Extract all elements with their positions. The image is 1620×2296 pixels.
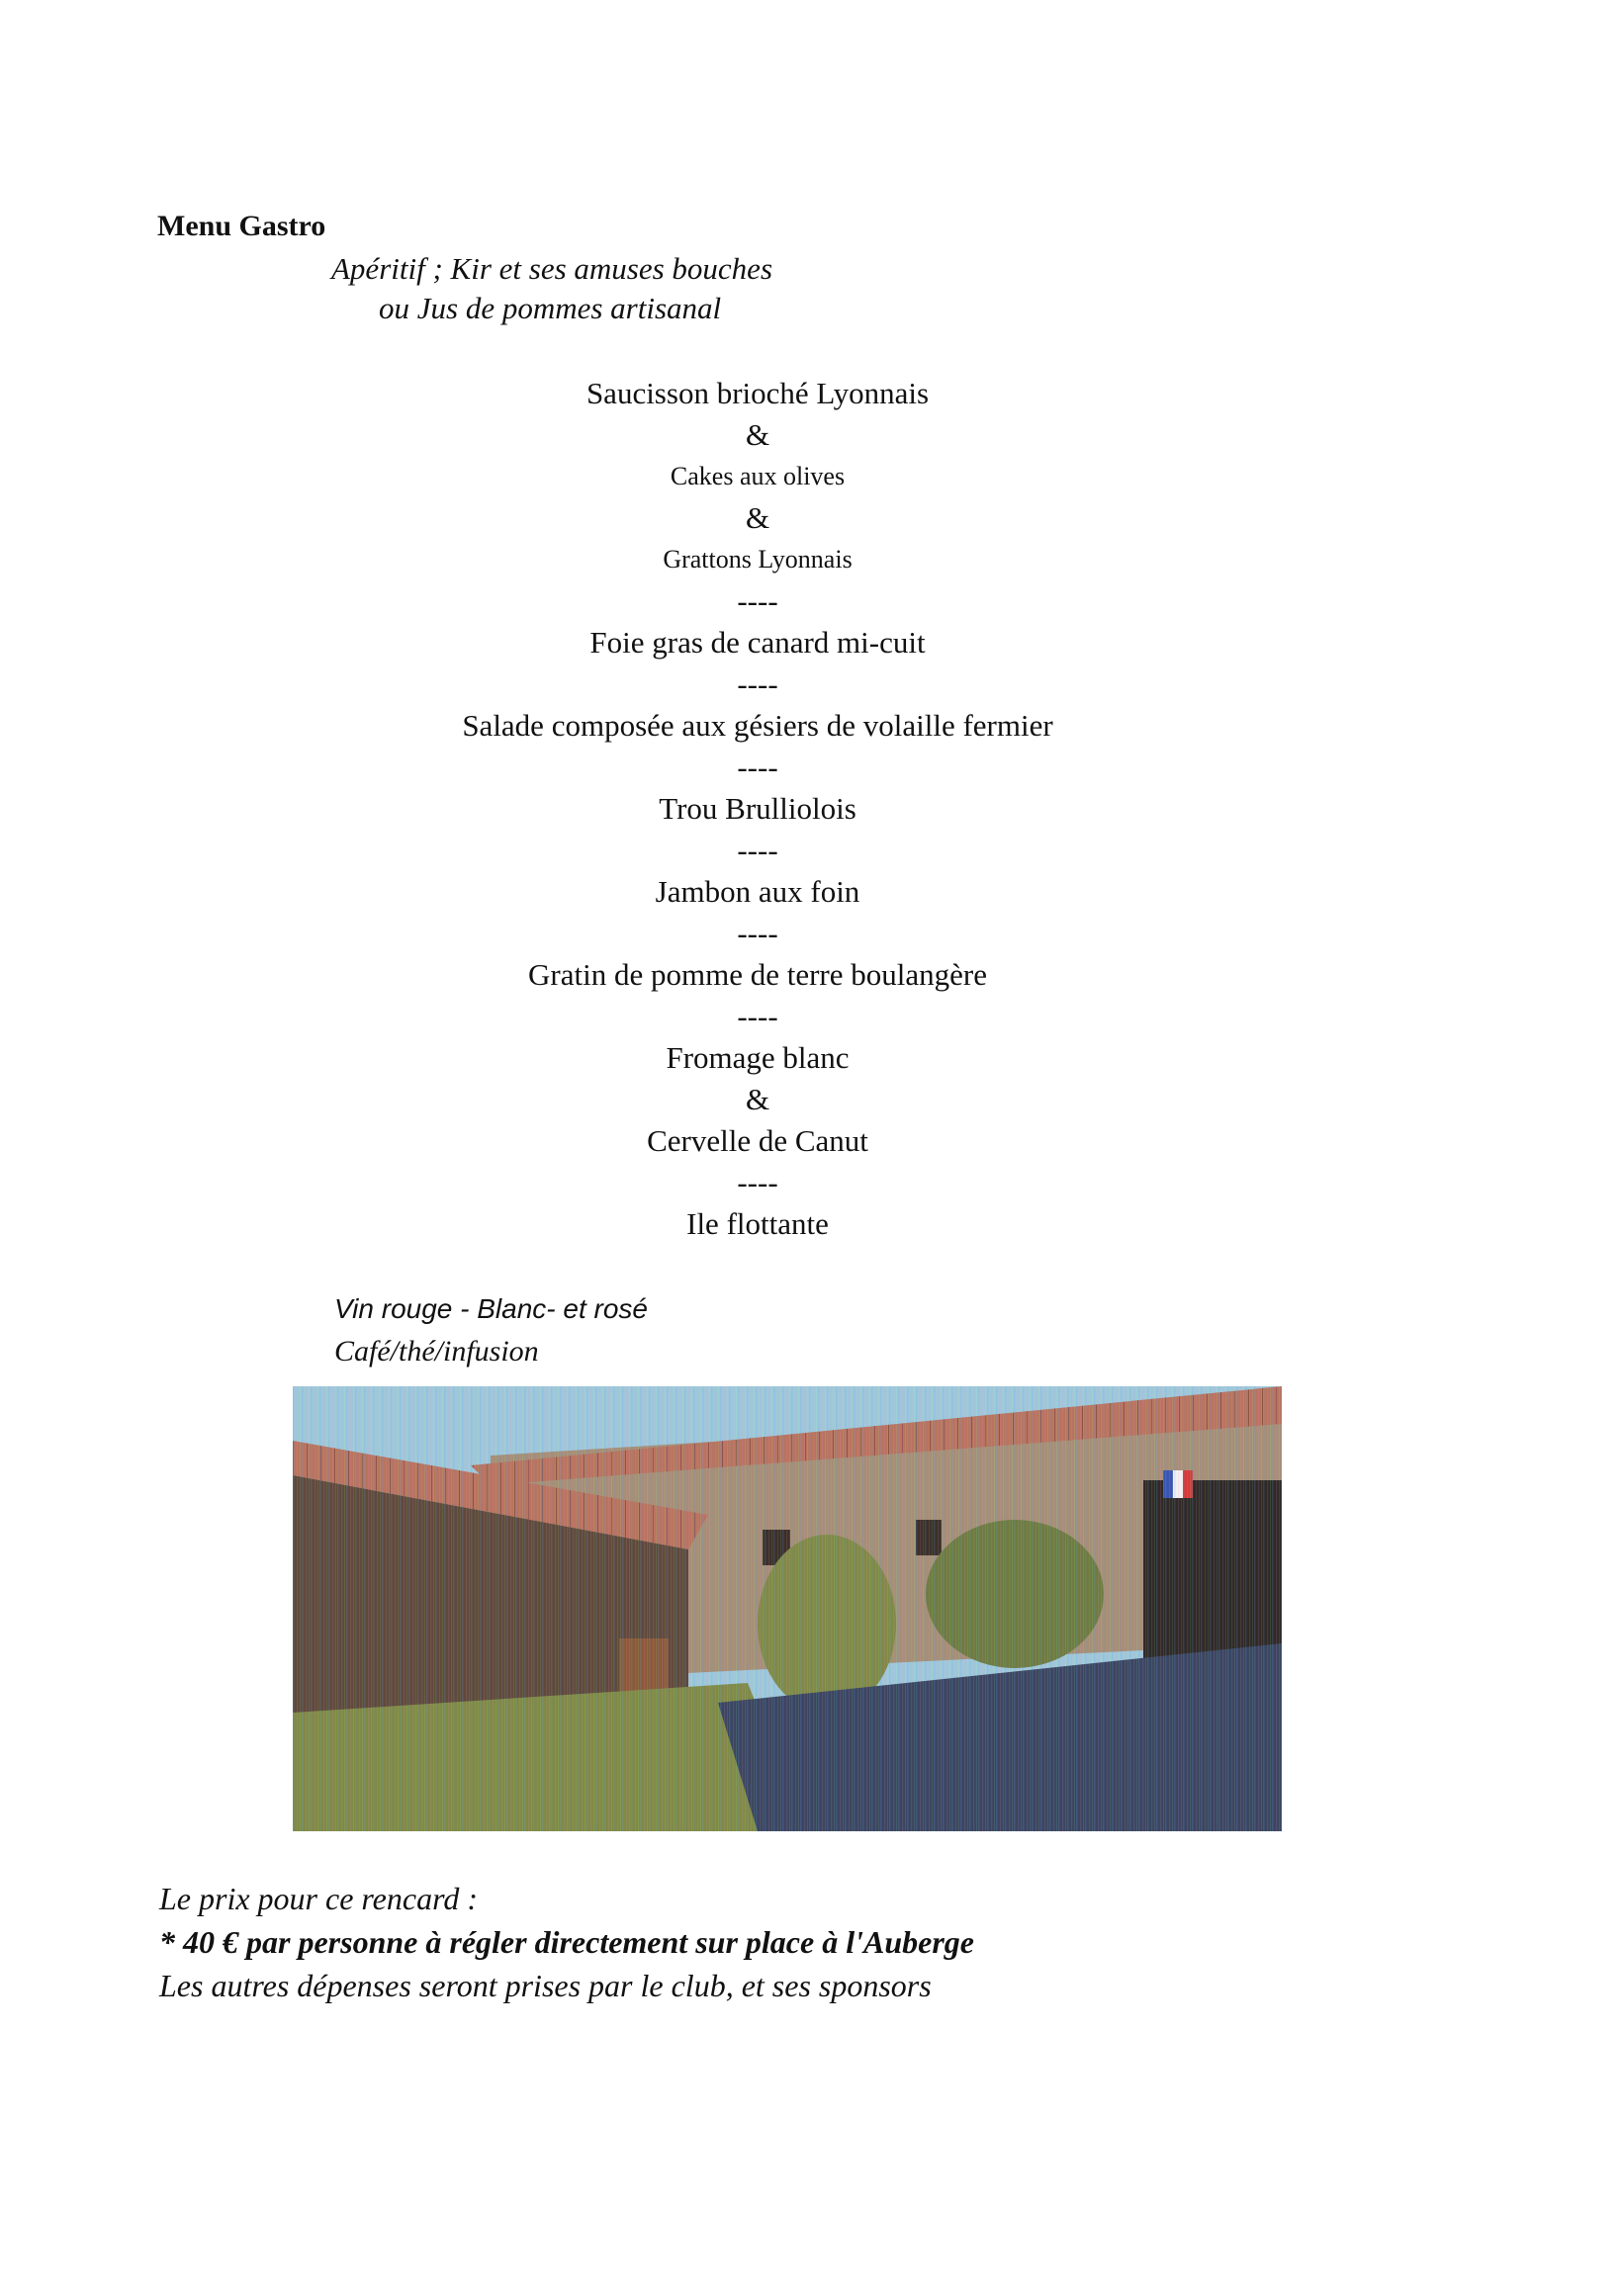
course-item: Salade composée aux gésiers de volaille fermier	[462, 708, 1053, 743]
course-separator: ----	[737, 666, 778, 701]
price-block	[159, 1877, 974, 2007]
aperitif-block	[331, 249, 772, 328]
course-item: Cakes aux olives	[670, 462, 846, 490]
course-item: Trou Brulliolois	[659, 791, 856, 826]
price-note: Les autres dépenses seront prises par le club, et ses sponsors	[159, 1968, 932, 2003]
course-separator: ----	[737, 833, 778, 867]
scan-stripes	[293, 1386, 1282, 1831]
drinks-hot: Café/thé/infusion	[334, 1335, 539, 1368]
course-item: Ile flottante	[686, 1206, 829, 1241]
course-item: Gratin de pomme de terre boulangère	[528, 957, 987, 992]
course-item: Saucisson brioché Lyonnais	[585, 376, 930, 410]
course-item: Grattons Lyonnais	[663, 545, 853, 574]
auberge-photo	[293, 1386, 1282, 1831]
course-separator: ----	[737, 583, 778, 618]
courses-list	[0, 373, 1515, 1245]
course-separator: ----	[737, 750, 778, 784]
aperitif-line-1: Apéritif ; Kir et ses amuses bouches	[331, 251, 773, 286]
course-item: Foie gras de canard mi-cuit	[589, 625, 926, 660]
aperitif-line-2: ou Jus de pommes artisanal	[379, 291, 722, 325]
course-separator: ----	[737, 1165, 778, 1199]
price-intro: Le prix pour ce rencard :	[159, 1881, 478, 1916]
ampersand: &	[745, 500, 770, 535]
course-item: Jambon aux foin	[655, 874, 860, 909]
ampersand: &	[745, 417, 770, 452]
drinks-block	[334, 1287, 648, 1372]
drinks-wine: Vin rouge - Blanc- et rosé	[334, 1293, 648, 1324]
menu-title: Menu Gastro	[157, 210, 326, 242]
course-separator: ----	[737, 999, 778, 1033]
price-amount: * 40 € par personne à régler directement sur place à l'Auberge	[159, 1924, 974, 1960]
course-item: Fromage blanc	[666, 1040, 850, 1075]
ampersand: &	[745, 1082, 770, 1116]
course-separator: ----	[737, 916, 778, 950]
course-item: Cervelle de Canut	[647, 1123, 868, 1158]
